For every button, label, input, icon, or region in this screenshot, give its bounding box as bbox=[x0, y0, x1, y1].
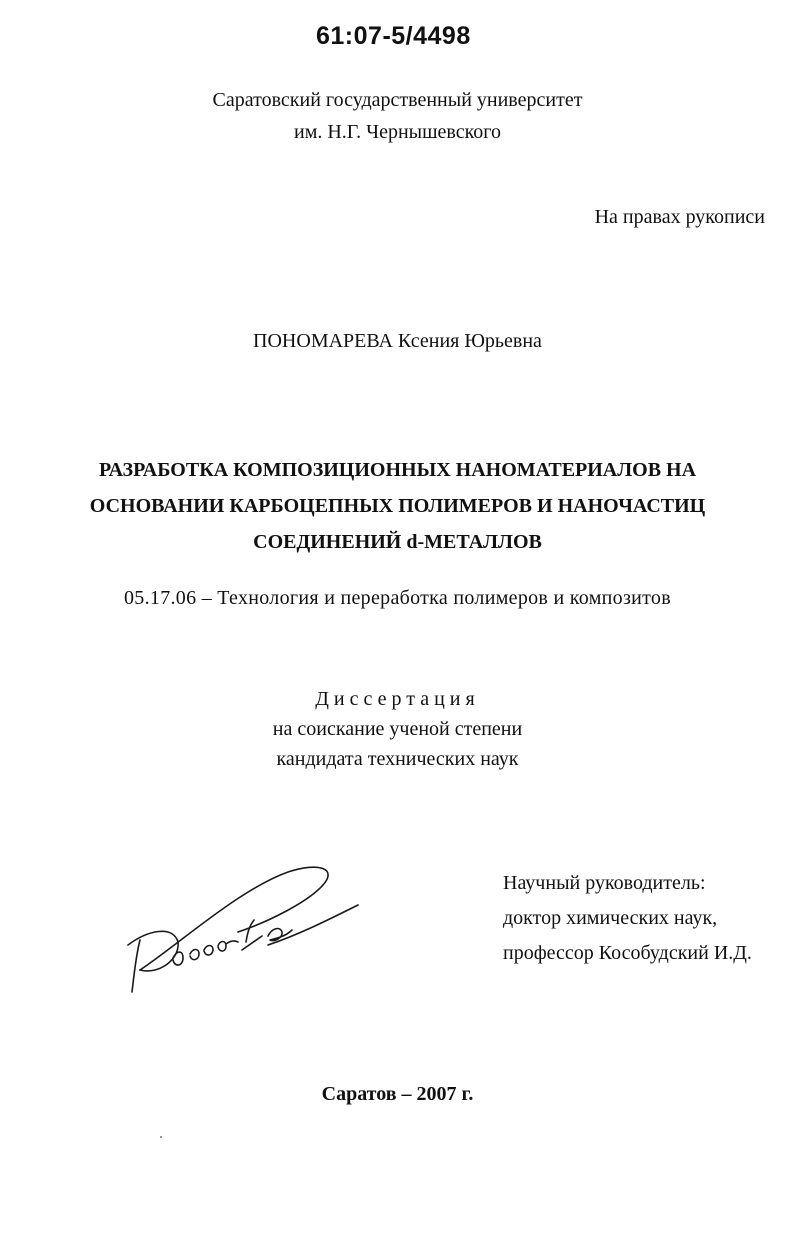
archive-stamp-code: 61:07-5/4498 bbox=[316, 22, 471, 50]
advisor-name: профессор Кособудский И.Д. bbox=[503, 942, 752, 964]
author-name: ПОНОМАРЕВА Ксения Юрьевна bbox=[253, 330, 542, 352]
dissertation-title bbox=[0, 452, 795, 560]
city-and-year: Саратов – 2007 г. bbox=[321, 1083, 474, 1105]
degree-line-1: на соискание ученой степени bbox=[272, 718, 523, 740]
title-line-1: РАЗРАБОТКА КОМПОЗИЦИОННЫХ НАНОМАТЕРИАЛОВ НА bbox=[98, 459, 697, 481]
dissertation-heading: Диссертация bbox=[315, 688, 480, 710]
dissertation-type-block bbox=[0, 684, 795, 774]
title-line-3: СОЕДИНЕНИЙ d-МЕТАЛЛОВ bbox=[253, 531, 542, 553]
title-line-2: ОСНОВАНИИ КАРБОЦЕПНЫХ ПОЛИМЕРОВ И НАНОЧАСТИЦ bbox=[89, 495, 706, 517]
degree-line-2: кандидата технических наук bbox=[276, 748, 519, 770]
manuscript-rights-note: На правах рукописи bbox=[594, 206, 765, 228]
scan-speck bbox=[160, 1136, 162, 1138]
advisor-degree: доктор химических наук, bbox=[503, 907, 718, 929]
specialty-code: 05.17.06 – Технология и переработка полимеров и композитов bbox=[124, 587, 671, 609]
advisor-label: Научный руководитель: bbox=[503, 872, 706, 894]
scientific-advisor-block bbox=[503, 866, 752, 971]
handwritten-signature bbox=[118, 850, 368, 1000]
university-block bbox=[0, 84, 795, 148]
university-named-after: им. Н.Г. Чернышевского bbox=[293, 121, 501, 143]
university-name: Саратовский государственный университет bbox=[212, 89, 583, 111]
